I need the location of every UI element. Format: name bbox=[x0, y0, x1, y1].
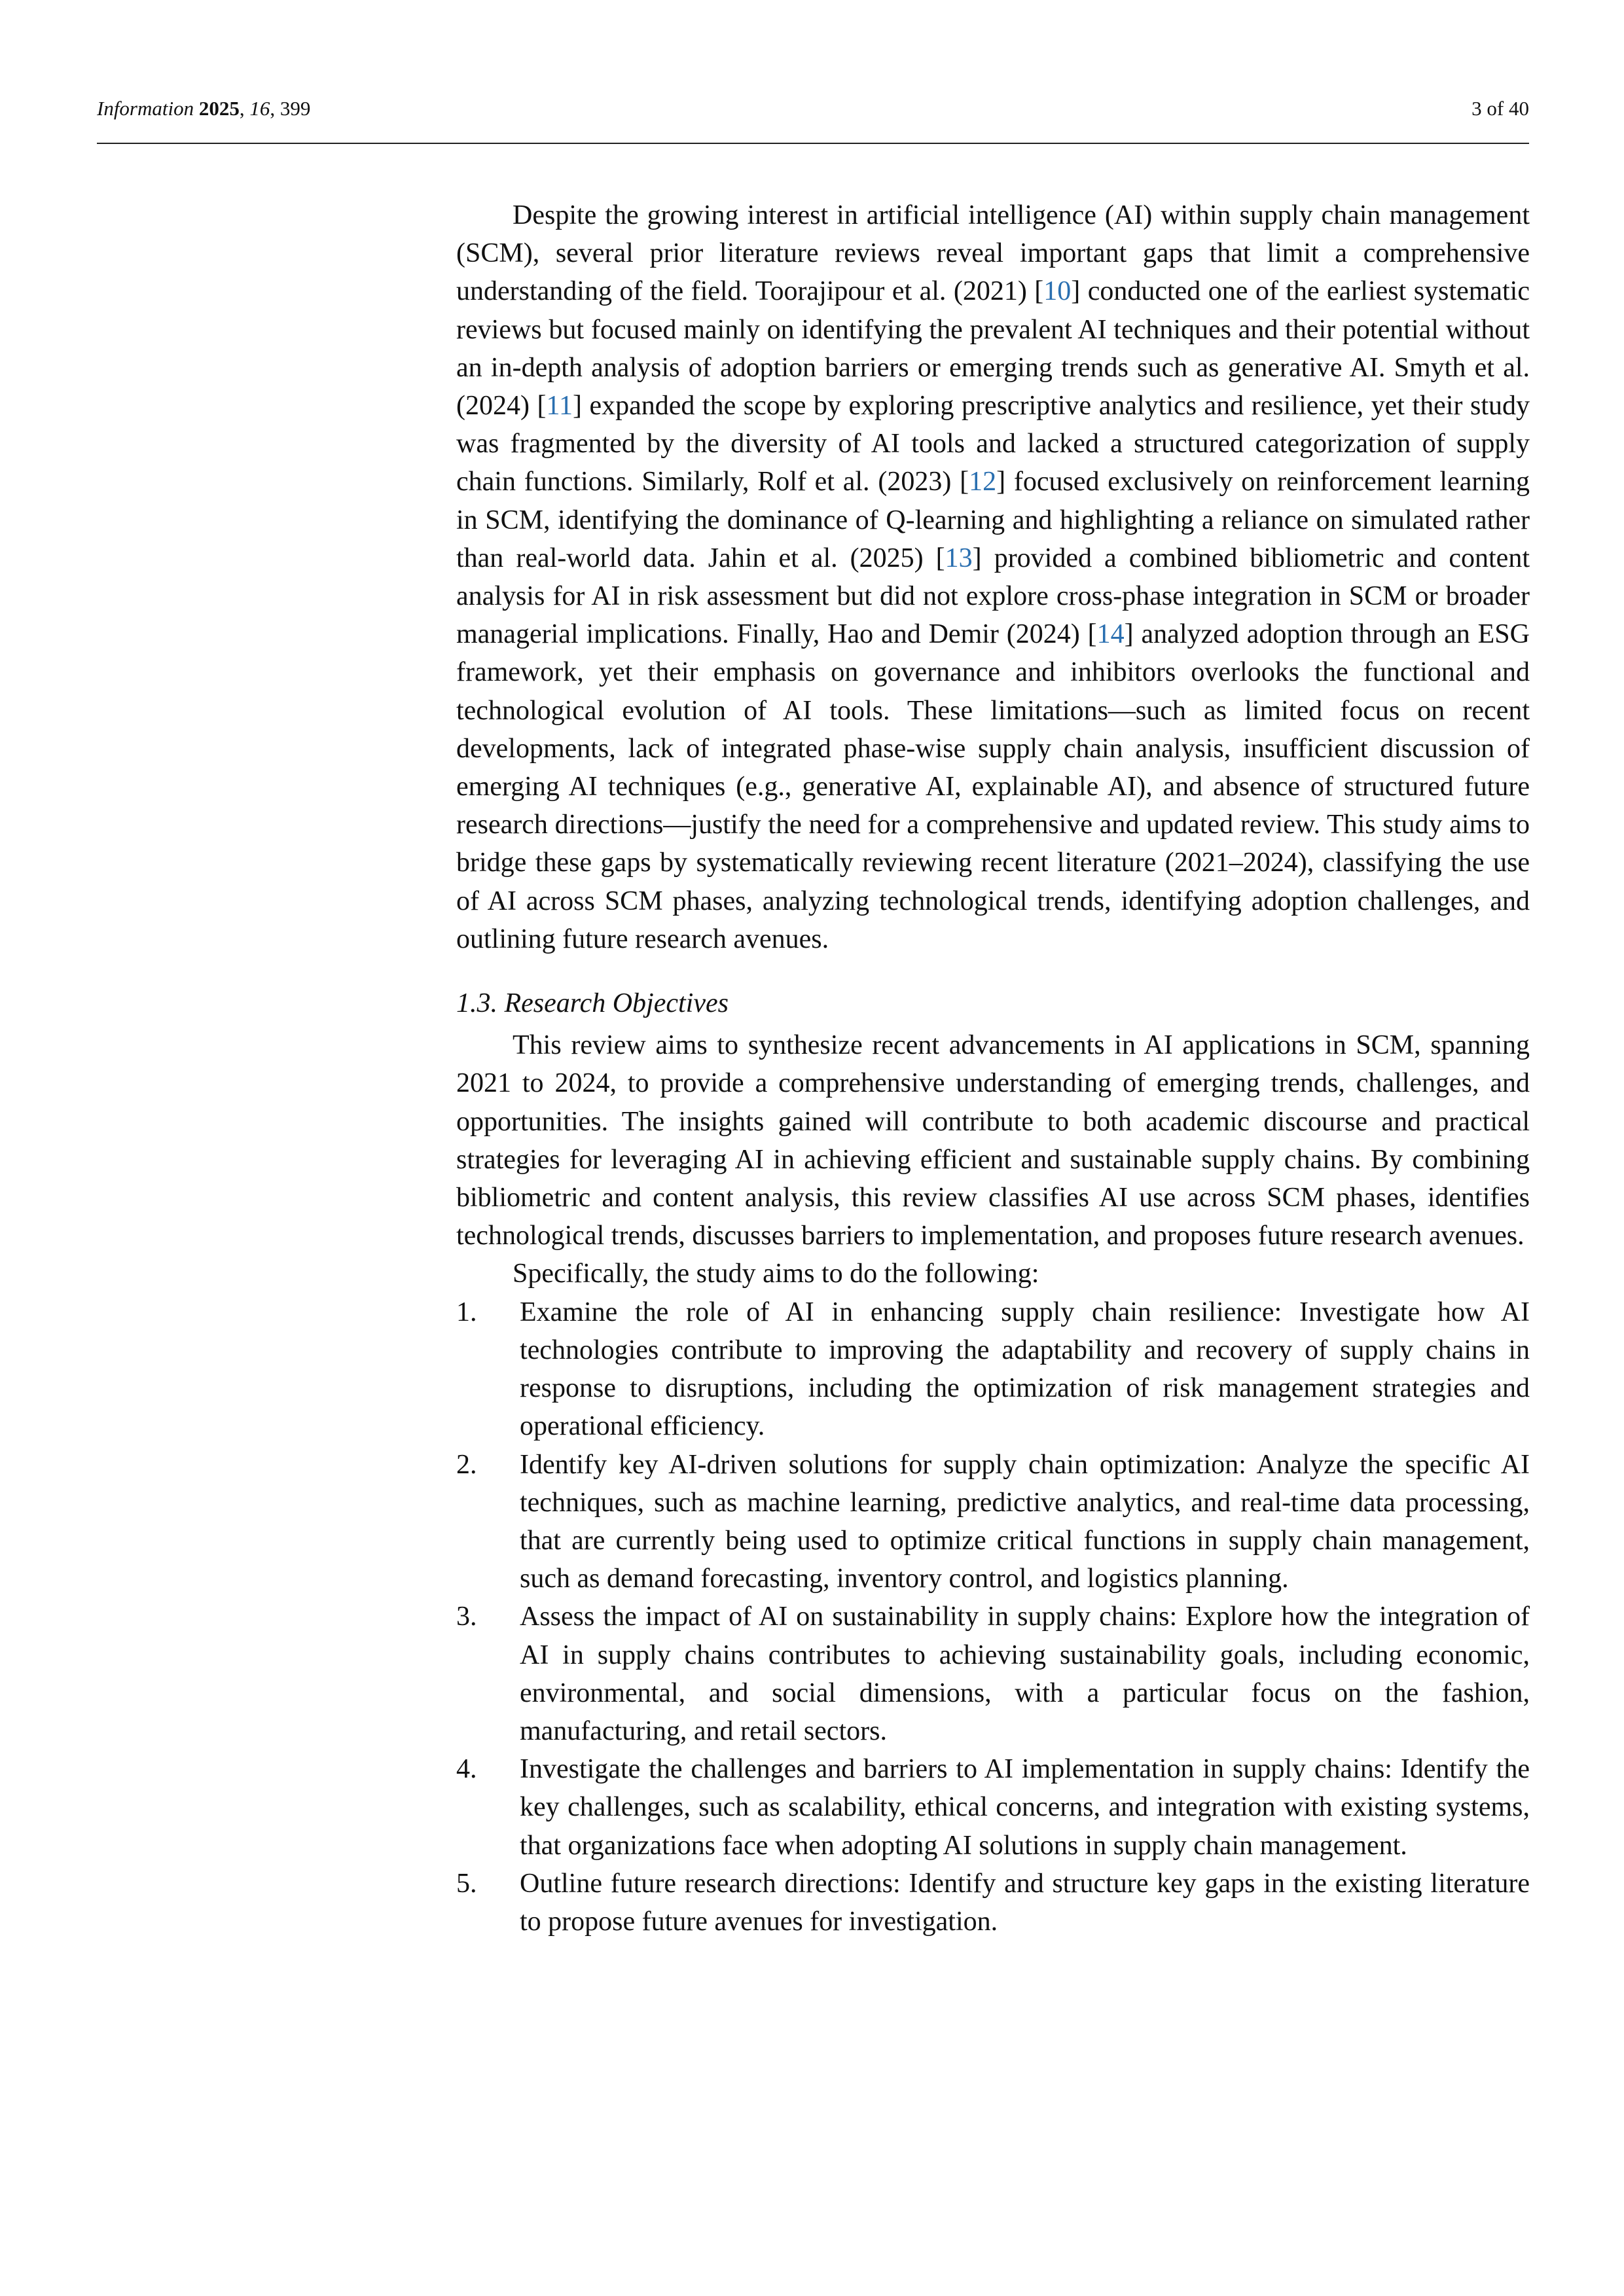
list-item-text: Investigate the challenges and barriers to AI implementation in supply chains: Identify the key challenges, such as scalability, ethical concerns, and integration with existing systems, that organizations face when adopting AI solutions in supply chain management. bbox=[520, 1754, 1530, 1861]
paragraph-text: ] analyzed adoption through an ESG framework, yet their emphasis on governance and inhibitors overlooks the functional and technological evolution of AI tools. These limitations—such as limited focus on recent developments, lack of integrated phase-wise supply chain analysis, insufficient discussion of emerging AI techniques (e.g., generative AI, explainable AI), and absence of structured future research directions—justify the need for a comprehensive and updated review. This study aims to bridge these gaps by systematically reviewing recent literature (2021–2024), classifying the use of AI across SCM phases, analyzing technological trends, identifying adoption challenges, and outlining future research avenues. bbox=[456, 619, 1530, 954]
list-number: 2. bbox=[456, 1449, 477, 1480]
list-item bbox=[456, 1446, 1530, 1598]
paragraph-text: ] conducted one of the earliest systematic reviews but focused mainly on identifying the prevalent AI techniques and their potential without an in-depth analysis of adoption barriers or emerging trends such as generative AI. Smyth et al. (2024) [ bbox=[456, 276, 1530, 422]
paragraph-text: ] expanded the scope by exploring prescriptive analytics and resilience, yet their study was fragmented by the diversity of AI tools and lacked a structured categorization of supply chain functions. Similarly, Rolf et al. (2023) [ bbox=[456, 391, 1530, 497]
citation-link[interactable]: 14 bbox=[1096, 619, 1125, 650]
section-heading: 1.3. Research Objectives bbox=[456, 988, 729, 1019]
list-number: 4. bbox=[456, 1754, 477, 1785]
list-item bbox=[456, 1293, 1530, 1446]
journal-name: Information bbox=[97, 97, 194, 120]
list-item-text: Examine the role of AI in enhancing supply chain resilience: Investigate how AI technologies contribute to improving the adaptability and recovery of supply chains in response to disruptions, including the optimization of risk management strategies and operational efficiency. bbox=[520, 1297, 1530, 1442]
list-item bbox=[456, 1598, 1530, 1750]
citation-link[interactable]: 10 bbox=[1043, 276, 1072, 307]
page-header bbox=[97, 97, 1529, 144]
journal-citation: Information 2025, 16, 399 bbox=[97, 97, 311, 120]
list-number: 1. bbox=[456, 1297, 477, 1327]
citation-link[interactable]: 12 bbox=[969, 467, 997, 497]
list-item-text: Identify key AI-driven solutions for supply chain optimization: Analyze the specific AI techniques, such as machine learning, predictive analytics, and real-time data processing, that are currently being used to optimize critical functions in supply chain management, such as demand forecasting, inventory control, and logistics planning. bbox=[520, 1449, 1530, 1594]
list-item-text: Assess the impact of AI on sustainability in supply chains: Explore how the integration of AI in supply chains contributes to achieving sustainability goals, including economic, environmental, and social dimensions, with a particular focus on the fashion, manufacturing, and retail sectors. bbox=[520, 1602, 1530, 1746]
list-number: 5. bbox=[456, 1868, 477, 1899]
list-item bbox=[456, 1750, 1530, 1865]
citation-link[interactable]: 11 bbox=[546, 391, 573, 422]
intro-paragraph bbox=[456, 196, 1530, 958]
paragraph-text: Despite the growing interest in artificial intelligence (AI) within supply chain management (SCM), several prior literature reviews reveal important gaps that limit a comprehensive understanding of the field. Toorajipour et al. (2021) [ bbox=[456, 200, 1530, 307]
main-content bbox=[456, 196, 1530, 1941]
citation-link[interactable]: 13 bbox=[945, 543, 973, 573]
list-number: 3. bbox=[456, 1602, 477, 1632]
list-item bbox=[456, 1865, 1530, 1941]
journal-year: 2025 bbox=[198, 97, 240, 120]
list-item-text: Outline future research directions: Identify and structure key gaps in the existing literature to propose future avenues for investigation. bbox=[520, 1868, 1530, 1937]
objectives-paragraph: This review aims to synthesize recent advancements in AI applications in SCM, spanning 2021 to 2024, to provide a comprehensive understanding of emerging trends, challenges, and opportunities. The insights gained will contribute to both academic discourse and practical strategies for leveraging AI in achieving efficient and sustainable supply chains. By combining bibliometric and content analysis, this review classifies AI use across SCM phases, identifies technological trends, discusses barriers to implementation, and proposes future research avenues. bbox=[456, 1030, 1530, 1251]
page-number: 3 of 40 bbox=[1471, 97, 1529, 120]
objectives-lead-in: Specifically, the study aims to do the following: bbox=[513, 1259, 1039, 1289]
journal-volume: 16 bbox=[249, 97, 270, 120]
paragraph-text: ] provided a combined bibliometric and content analysis for AI in risk assessment but did not explore cross-phase integration in SCM or broader managerial implications. Finally, Hao and Demir (2024) [ bbox=[456, 543, 1530, 650]
paragraph-text: ] focused exclusively on reinforcement learning in SCM, identifying the dominance of Q-learning and highlighting a reliance on simulated rather than real-world data. Jahin et al. (2025) [ bbox=[456, 467, 1530, 573]
objectives-list bbox=[456, 1293, 1530, 1941]
article-number: 399 bbox=[280, 97, 311, 120]
